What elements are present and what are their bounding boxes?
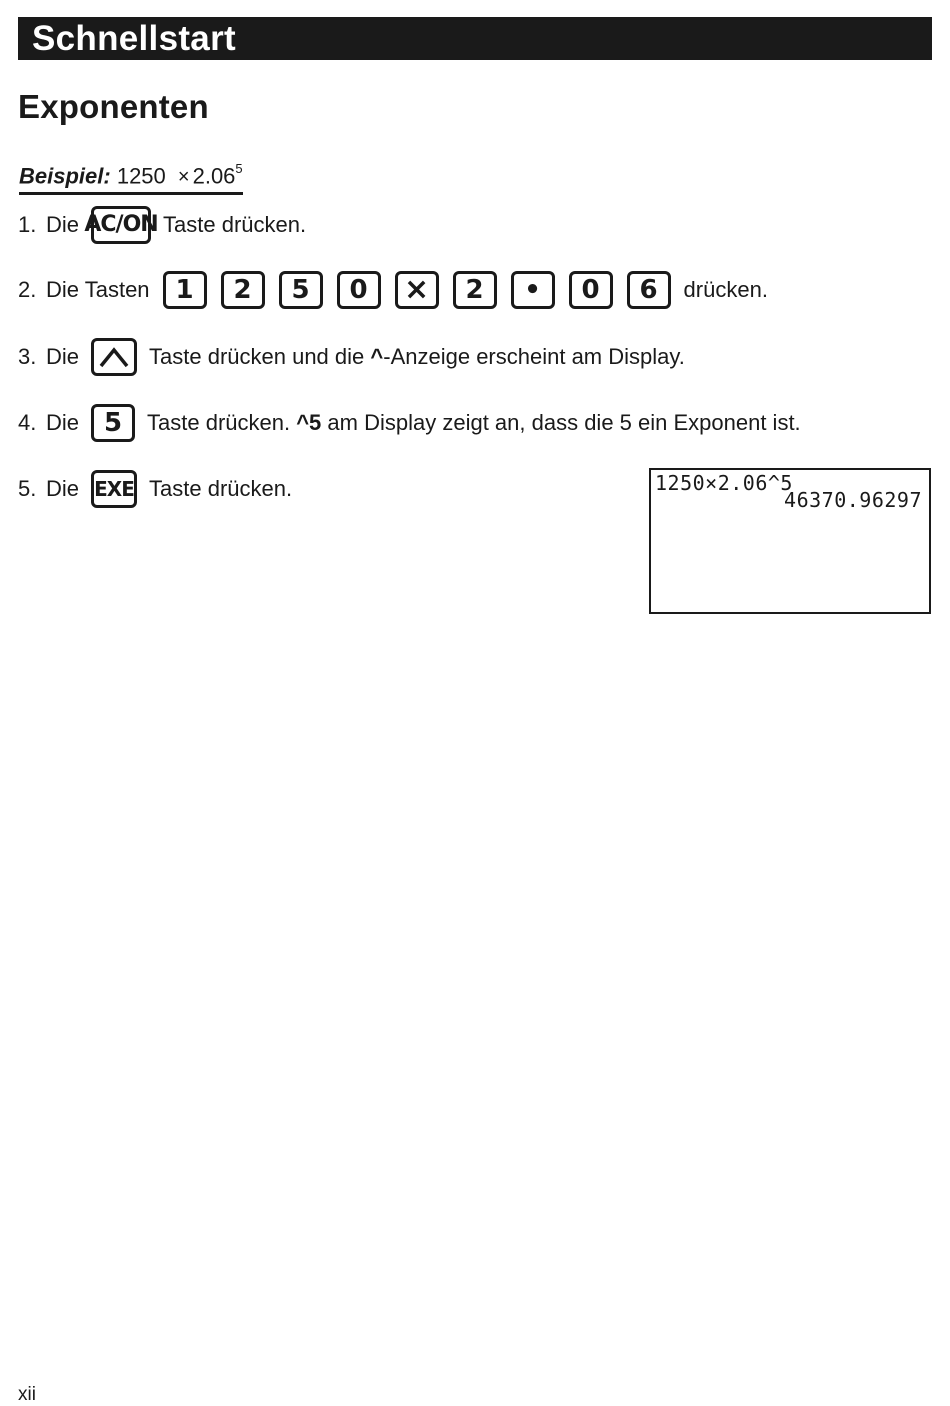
step-suffix: Taste drücken. — [163, 212, 307, 237]
step-suffix: Taste drücken. — [149, 476, 293, 501]
decimal-point-key[interactable]: • — [511, 271, 555, 309]
step-5 — [18, 470, 292, 508]
step-number: 2. — [18, 277, 37, 302]
digit-1-key[interactable]: 1 — [163, 271, 207, 309]
step-prefix: Die — [46, 344, 80, 369]
display-result-line: 46370.96297 — [784, 488, 922, 512]
step-suffix-a: Taste drücken und die — [149, 344, 371, 369]
step-suffix-a: Taste drücken. — [147, 410, 297, 435]
digit-0-key[interactable]: 0 — [569, 271, 613, 309]
caret-icon — [97, 345, 131, 369]
example-factor: 2.06 — [192, 163, 236, 189]
calculator-display — [649, 468, 931, 614]
step-suffix-b: -Anzeige erscheint am Display. — [383, 344, 685, 369]
digit-0-key[interactable]: 0 — [337, 271, 381, 309]
step-prefix: Die — [46, 476, 80, 501]
digit-2-key[interactable]: 2 — [453, 271, 497, 309]
ac-on-key[interactable]: AC/ON — [91, 206, 151, 244]
step-4 — [18, 404, 801, 442]
step-suffix-bold: ^5 — [296, 410, 322, 435]
example-times: × — [177, 166, 190, 189]
example-label: Beispiel: — [19, 163, 111, 189]
example-line — [19, 163, 243, 195]
section-title: Exponenten — [18, 88, 209, 125]
step-suffix-b: am Display zeigt an, dass die 5 ein Exponent ist. — [321, 410, 801, 435]
step-prefix: Die — [46, 212, 80, 237]
exe-key[interactable]: EXE — [91, 470, 137, 508]
digit-5-key[interactable]: 5 — [91, 404, 135, 442]
digit-5-key[interactable]: 5 — [279, 271, 323, 309]
step-number: 1. — [18, 212, 37, 237]
step-suffix: drücken. — [683, 277, 768, 302]
step-number: 4. — [18, 410, 37, 435]
chapter-header — [18, 17, 932, 60]
step-2 — [18, 271, 768, 309]
power-key[interactable] — [91, 338, 137, 376]
digit-2-key[interactable]: 2 — [221, 271, 265, 309]
example-exponent: 5 — [235, 161, 243, 176]
digit-6-key[interactable]: 6 — [627, 271, 671, 309]
step-suffix-bold: ^ — [370, 344, 384, 369]
step-number: 3. — [18, 344, 37, 369]
step-prefix: Die — [46, 410, 80, 435]
display-input-line: 1250×2.06^5 — [655, 471, 793, 495]
example-base: 1250 — [116, 163, 166, 189]
key-sequence — [163, 271, 671, 309]
step-prefix: Die Tasten — [46, 277, 150, 302]
chapter-title: Schnellstart — [32, 19, 236, 58]
page-number: xii — [18, 1384, 36, 1405]
multiply-key[interactable]: × — [395, 271, 439, 309]
step-1 — [18, 206, 306, 244]
step-3 — [18, 338, 685, 376]
step-number: 5. — [18, 476, 37, 501]
